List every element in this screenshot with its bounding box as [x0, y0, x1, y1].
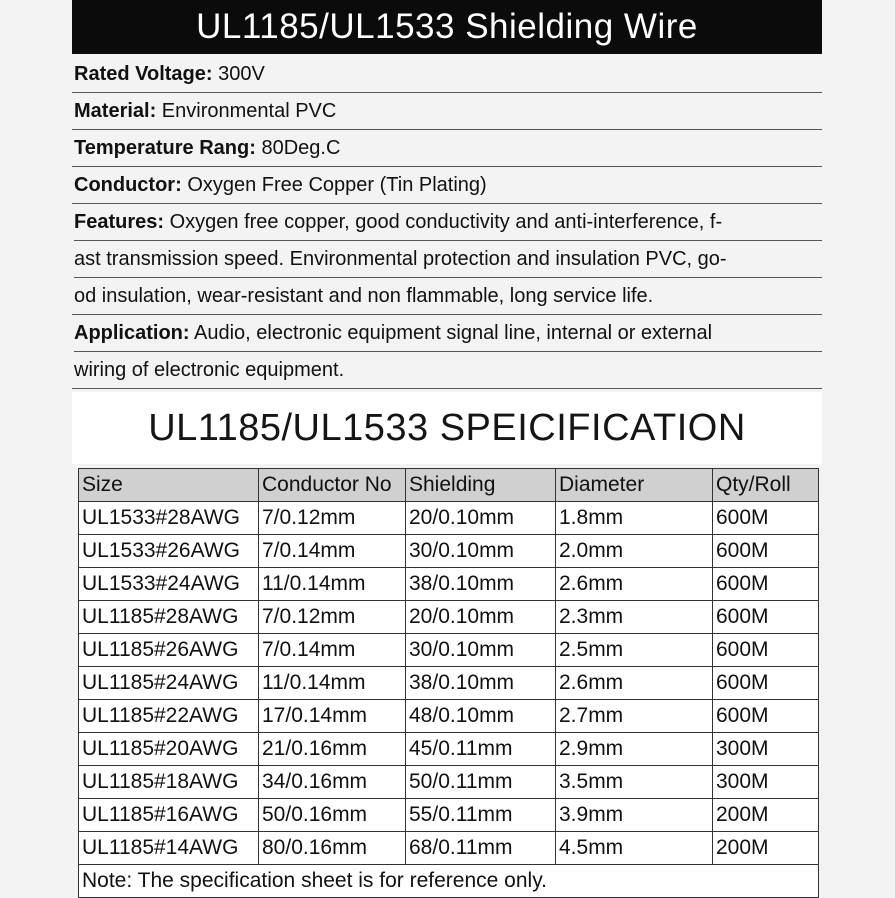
cell-qty: 300M: [713, 766, 819, 799]
cell-qty: 300M: [713, 733, 819, 766]
spec-temperature: [72, 130, 822, 167]
cell-conductor: 7/0.14mm: [259, 535, 406, 568]
cell-shielding: 48/0.10mm: [406, 700, 556, 733]
product-sheet: [72, 0, 822, 895]
cell-diameter: 4.5mm: [556, 832, 713, 865]
spec-key: Conductor:: [74, 174, 182, 196]
cell-qty: 600M: [713, 667, 819, 700]
cell-size: UL1185#18AWG: [79, 766, 259, 799]
table-row: [79, 733, 819, 766]
cell-shielding: 20/0.10mm: [406, 601, 556, 634]
cell-size: UL1185#24AWG: [79, 667, 259, 700]
cell-qty: 200M: [713, 832, 819, 865]
cell-qty: 600M: [713, 601, 819, 634]
cell-size: UL1533#28AWG: [79, 502, 259, 535]
spec-value: Audio, electronic equipment signal line, internal or external: [189, 322, 713, 344]
spec-key: Features:: [74, 211, 165, 233]
table-row: [79, 799, 819, 832]
cell-diameter: 2.7mm: [556, 700, 713, 733]
cell-diameter: 2.9mm: [556, 733, 713, 766]
column-header-qty: Qty/Roll: [713, 469, 819, 502]
cell-diameter: 2.3mm: [556, 601, 713, 634]
column-header-conductor: Conductor No: [259, 469, 406, 502]
spec-key: Temperature Rang:: [74, 137, 256, 159]
spec-features: [72, 204, 822, 315]
cell-size: UL1185#28AWG: [79, 601, 259, 634]
cell-size: UL1185#26AWG: [79, 634, 259, 667]
table-row: [79, 766, 819, 799]
spec-value: Oxygen free copper, good conductivity and anti-interference, f-: [164, 211, 723, 233]
spec-line: wiring of electronic equipment.: [74, 359, 345, 381]
spec-line: [74, 204, 822, 241]
cell-conductor: 7/0.12mm: [259, 502, 406, 535]
spec-rated-voltage: [72, 56, 822, 93]
table-note: Note: The specification sheet is for reference only.: [79, 865, 819, 898]
column-header-size: Size: [79, 469, 259, 502]
cell-shielding: 55/0.11mm: [406, 799, 556, 832]
cell-diameter: 1.8mm: [556, 502, 713, 535]
cell-shielding: 68/0.11mm: [406, 832, 556, 865]
cell-shielding: 45/0.11mm: [406, 733, 556, 766]
page-title: UL1185/UL1533 Shielding Wire: [72, 0, 822, 54]
cell-size: UL1533#26AWG: [79, 535, 259, 568]
column-header-diameter: Diameter: [556, 469, 713, 502]
cell-shielding: 50/0.11mm: [406, 766, 556, 799]
table-row: [79, 601, 819, 634]
cell-conductor: 21/0.16mm: [259, 733, 406, 766]
cell-shielding: 20/0.10mm: [406, 502, 556, 535]
table-row: [79, 667, 819, 700]
table-row: [79, 568, 819, 601]
cell-conductor: 7/0.12mm: [259, 601, 406, 634]
cell-conductor: 11/0.14mm: [259, 667, 406, 700]
cell-size: UL1185#20AWG: [79, 733, 259, 766]
spec-value: Environmental PVC: [156, 100, 337, 122]
cell-qty: 600M: [713, 502, 819, 535]
spec-line: [74, 315, 822, 352]
cell-qty: 200M: [713, 799, 819, 832]
table-row: [79, 502, 819, 535]
cell-conductor: 17/0.14mm: [259, 700, 406, 733]
cell-conductor: 7/0.14mm: [259, 634, 406, 667]
cell-size: UL1185#14AWG: [79, 832, 259, 865]
cell-diameter: 2.6mm: [556, 667, 713, 700]
cell-qty: 600M: [713, 700, 819, 733]
cell-conductor: 80/0.16mm: [259, 832, 406, 865]
table-note-row: [79, 865, 819, 898]
table-row: [79, 832, 819, 865]
spec-conductor: [72, 167, 822, 204]
spec-value: 300V: [212, 63, 265, 85]
cell-size: UL1185#22AWG: [79, 700, 259, 733]
cell-qty: 600M: [713, 634, 819, 667]
table-row: [79, 634, 819, 667]
spec-key: Application:: [74, 322, 190, 344]
spec-line: od insulation, wear-resistant and non flammable, long service life.: [74, 285, 654, 307]
spec-table: [78, 468, 819, 898]
cell-qty: 600M: [713, 568, 819, 601]
cell-qty: 600M: [713, 535, 819, 568]
cell-diameter: 2.6mm: [556, 568, 713, 601]
spec-value: Oxygen Free Copper (Tin Plating): [181, 174, 487, 196]
table-header-row: [79, 469, 819, 502]
spec-value: 80Deg.C: [255, 137, 341, 159]
cell-shielding: 30/0.10mm: [406, 634, 556, 667]
spec-list: [72, 56, 822, 389]
cell-diameter: 3.9mm: [556, 799, 713, 832]
spec-key: Material:: [74, 100, 157, 122]
spec-application: [72, 315, 822, 389]
spec-material: [72, 93, 822, 130]
cell-shielding: 38/0.10mm: [406, 568, 556, 601]
cell-diameter: 2.5mm: [556, 634, 713, 667]
cell-size: UL1533#24AWG: [79, 568, 259, 601]
cell-conductor: 11/0.14mm: [259, 568, 406, 601]
cell-size: UL1185#16AWG: [79, 799, 259, 832]
table-row: [79, 700, 819, 733]
cell-diameter: 3.5mm: [556, 766, 713, 799]
column-header-shielding: Shielding: [406, 469, 556, 502]
table-row: [79, 535, 819, 568]
cell-conductor: 34/0.16mm: [259, 766, 406, 799]
spec-table-title: UL1185/UL1533 SPEICIFICATION: [72, 392, 822, 464]
spec-key: Rated Voltage:: [74, 63, 213, 85]
cell-shielding: 30/0.10mm: [406, 535, 556, 568]
cell-conductor: 50/0.16mm: [259, 799, 406, 832]
spec-line: ast transmission speed. Environmental protection and insulation PVC, go-: [74, 241, 822, 278]
cell-shielding: 38/0.10mm: [406, 667, 556, 700]
cell-diameter: 2.0mm: [556, 535, 713, 568]
